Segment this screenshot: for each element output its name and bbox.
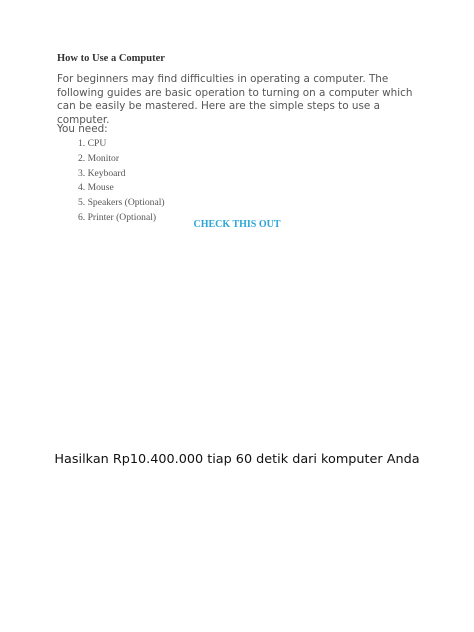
list-item: 6. Printer (Optional) [78, 211, 157, 223]
promo-text: Hasilkan Rp10.400.000 tiap 60 detik dari komputer Anda [54, 452, 420, 467]
list-item: 4. Mouse [78, 182, 114, 194]
requirements-list [78, 137, 165, 226]
list-item: 2. Monitor [78, 152, 120, 164]
list-item: 5. Speakers (Optional) [78, 197, 165, 209]
requirements-label: You need: [57, 123, 108, 135]
check-this-out-link[interactable]: CHECK THIS OUT [193, 219, 281, 230]
list-item: 3. Keyboard [78, 167, 126, 179]
page-title: How to Use a Computer [57, 53, 165, 64]
intro-paragraph: For beginners may find difficulties in operating a computer. The following guides are basic operation to turning on a computer which can be easily be mastered. Here are the simple steps to use a computer. [57, 73, 413, 127]
list-item: 1. CPU [78, 138, 107, 149]
